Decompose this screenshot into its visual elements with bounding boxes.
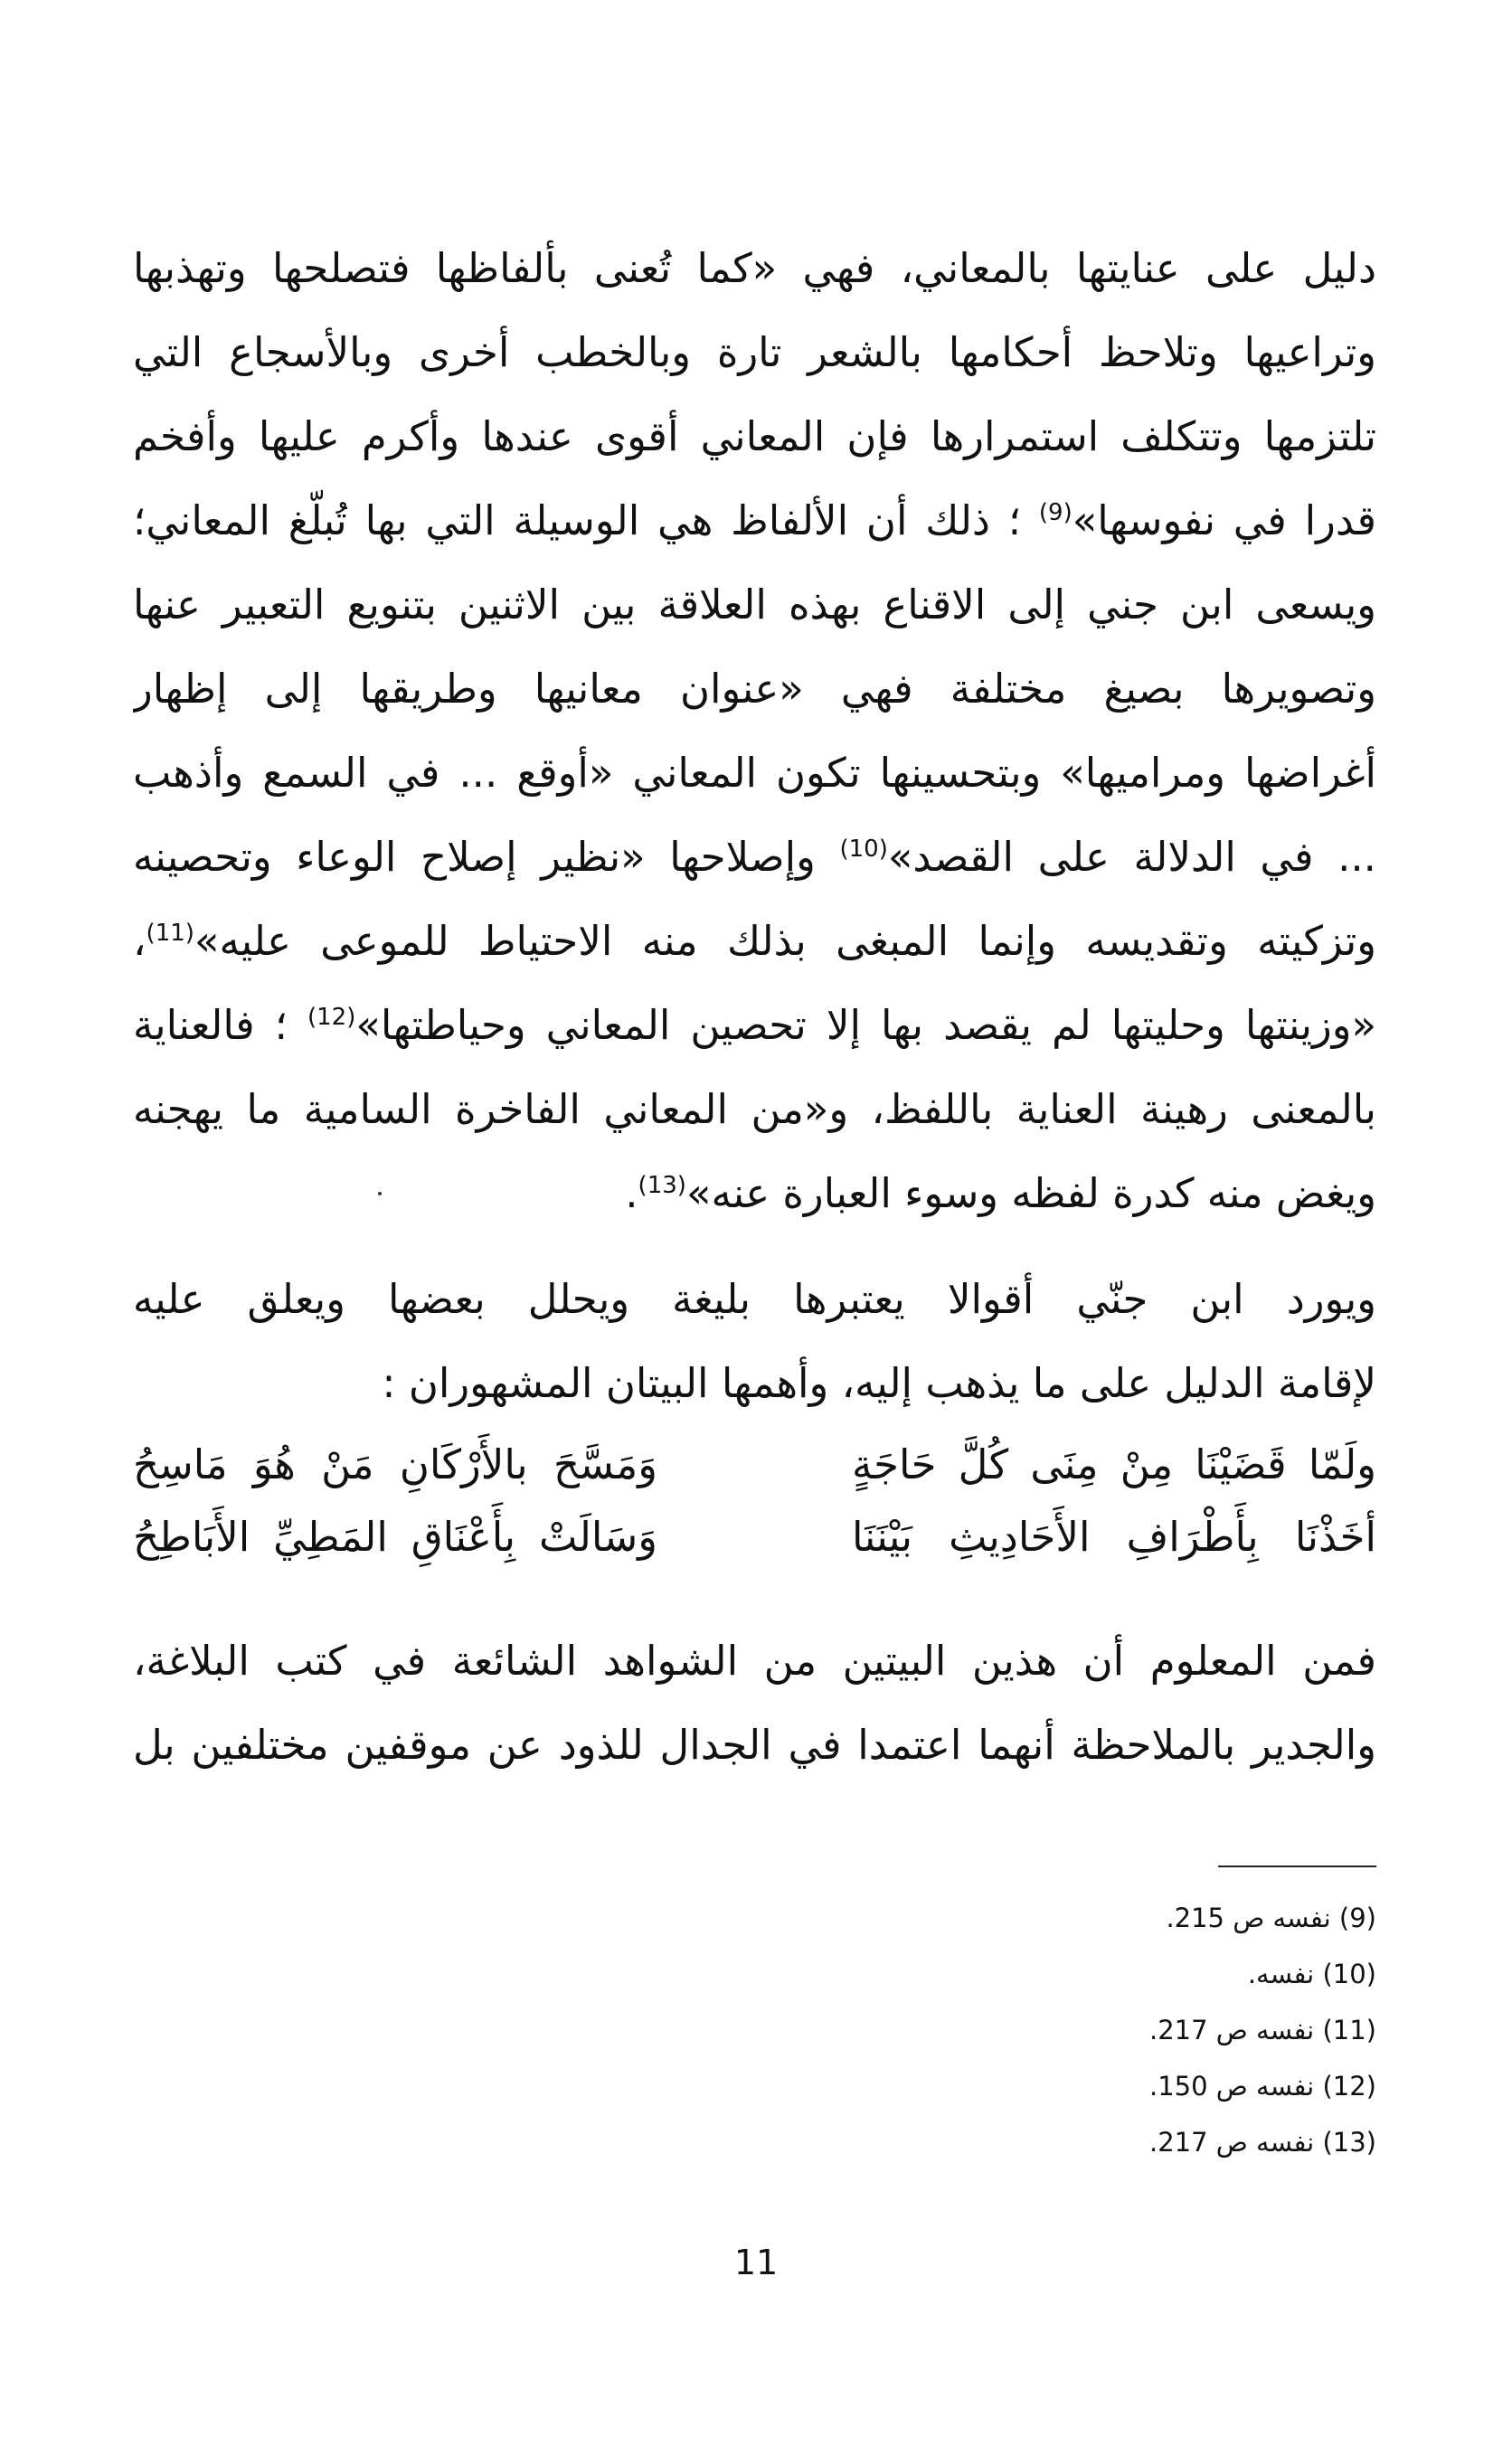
text-line: فمن المعلوم أن هذين البيتين من الشواهد الشائعة في كتب البلاغة، <box>133 1637 1376 1685</box>
text-line: أغراضها ومراميها» وبتحسينها تكون المعاني «أوقع ... في السمع وأذهب <box>133 749 1376 797</box>
text-line: والجدير بالملاحظة أنهما اعتمدا في الجدال للذود عن موقفين مختلفين بل <box>133 1721 1376 1769</box>
verse-first-hemistich: ولَمّا قَضَيْنَا مِنْ مِنَى كُلَّ حَاجَةٍ <box>852 1440 1376 1488</box>
verse-second-hemistich: وَمَسَّحَ بالأَرْكَانِ مَنْ هُوَ مَاسِحُ <box>133 1440 657 1488</box>
footnote-divider <box>1218 1866 1376 1867</box>
poem-verse <box>133 1429 1376 1501</box>
paragraph-2 <box>133 1257 1376 1425</box>
footnote-ref: (9) <box>1038 499 1073 526</box>
footnotes <box>743 1890 1376 2170</box>
text-line: ويورد ابن جنّي أقوالا يعتبرها بليغة ويحلل بعضها ويعلق عليه <box>133 1275 1376 1323</box>
footnote-ref: (13) <box>638 1172 686 1199</box>
text-line: ويغض منه كدرة لفظه وسوء العبارة عنه»$^{(13)}$. <box>625 1169 1376 1217</box>
footnote: (12) نفسه ص 150. <box>1148 2071 1376 2102</box>
text-line: لإقامة الدليل على ما يذهب إليه، وأهمها البيتان المشهوران : <box>382 1359 1376 1407</box>
paragraph-1 <box>133 226 1376 1235</box>
footnote: (10) نفسه. <box>1247 1959 1376 1989</box>
footnote: (9) نفسه ص 215. <box>1166 1903 1376 1933</box>
text-line: دليل على عنايتها بالمعاني، فهي «كما تُعنى بألفاظها فتصلحها وتهذبها <box>133 244 1376 292</box>
text-line: تلتزمها وتتكلف استمرارها فإن المعاني أقوى عندها وأكرم عليها وأفخم <box>133 412 1376 460</box>
footnote: (13) نفسه ص 217. <box>1148 2127 1376 2158</box>
footnote-ref: (11) <box>146 920 194 947</box>
text-line: وتراعيها وتلاحظ أحكامها بالشعر تارة وبالخطب أخرى وبالأسجاع التي <box>133 328 1376 376</box>
footnote-ref: (10) <box>839 836 888 863</box>
text-line: «وزينتها وحليتها لم يقصد بها إلا تحصين المعاني وحياطتها»$^{(12)}$ ؛ فالعناية <box>133 1001 1376 1049</box>
page-number: 11 <box>733 2243 779 2282</box>
paragraph-3 <box>133 1619 1376 1787</box>
text-line: ويسعى ابن جني إلى الاقناع بهذه العلاقة بين الاثنين بتنويع التعبير عنها <box>133 581 1376 628</box>
text-line: ... في الدلالة على القصد»$^{(10)}$ وإصلاحها «نظير إصلاح الوعاء وتحصينه <box>133 833 1376 881</box>
text-line: وتصويرها بصيغ مختلفة فهي «عنوان معانيها وطريقها إلى إظهار <box>133 665 1376 713</box>
text-line: بالمعنى رهينة العناية باللفظ، و«من المعاني الفاخرة السامية ما يهجنه <box>133 1085 1376 1133</box>
ink-speck <box>378 1192 382 1195</box>
text-line: وتزكيته وتقديسه وإنما المبغى بذلك منه الاحتياط للموعى عليه»$^{(11)}$، <box>133 917 1376 965</box>
text-line: قدرا في نفوسها»$^{(9)}$ ؛ ذلك أن الألفاظ هي الوسيلة التي بها تُبلّغ المعاني؛ <box>133 496 1376 544</box>
footnote: (11) نفسه ص 217. <box>1148 2015 1376 2045</box>
verse-first-hemistich: أخَذْنَا بِأَطْرَافِ الأَحَادِيثِ بَيْنَنَا <box>852 1513 1376 1561</box>
poem-verses <box>133 1429 1376 1573</box>
poem-verse <box>133 1501 1376 1573</box>
footnote-ref: (12) <box>307 1004 356 1031</box>
verse-second-hemistich: وَسَالَتْ بِأَعْنَاقِ المَطِيِّ الأَبَاطِحُ <box>133 1513 657 1561</box>
